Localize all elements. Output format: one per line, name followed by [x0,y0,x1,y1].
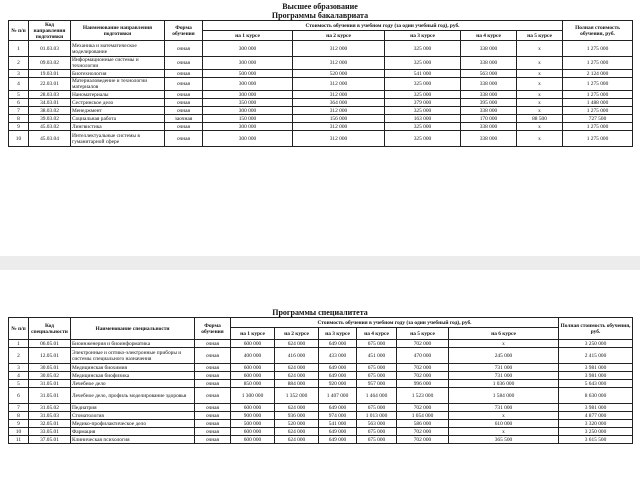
row-number: 6 [9,99,29,107]
total-cost: 8 630 000 [559,388,633,404]
table-row [9,420,633,428]
row-number: 4 [9,78,29,91]
section-title-higher-education: Высшее образование [282,2,358,11]
program-name: Менеджмент [71,107,165,115]
course-cost-3: 649 000 [319,372,357,380]
course-cost-4: 338 000 [461,41,517,57]
course-cost-6: 1 584 000 [449,388,559,404]
course-cost-2: 364 000 [293,99,385,107]
header-course-3: на 3 курсе [319,328,357,340]
course-cost-3: 325 000 [385,78,461,91]
course-cost-1: 300 000 [203,91,293,99]
total-cost: 1 275 000 [563,41,633,57]
program-name: Медицинская биофизика [71,372,195,380]
table-row [9,372,633,380]
course-cost-3: 325 000 [385,91,461,99]
course-cost-6: 731 000 [449,372,559,380]
header-code: Код направления подготовки [29,21,71,41]
row-number: 5 [9,380,29,388]
course-cost-3: 649 000 [319,340,357,348]
study-form: очная [195,412,231,420]
total-cost: 1 275 000 [563,123,633,131]
total-cost: 727 500 [563,115,633,123]
total-cost: 3 250 000 [559,428,633,436]
course-cost-4: 338 000 [461,78,517,91]
course-cost-3: 974 000 [319,412,357,420]
header-cost-group: Стоимость обучения в учебном году (за один учебный год), руб. [231,318,559,328]
total-cost: 3 615 500 [559,436,633,444]
study-form: очная [165,107,203,115]
course-cost-3: 649 000 [319,436,357,444]
program-code: 09.03.02 [29,57,71,70]
course-cost-4: 675 000 [357,404,397,412]
study-form: очная [195,404,231,412]
header-course-5: на 5 курсе [397,328,449,340]
course-cost-3: 325 000 [385,123,461,131]
row-number: 2 [9,348,29,364]
header-course-1: на 1 курсе [203,31,293,41]
table-row [9,436,633,444]
study-form: очная [165,99,203,107]
program-name: Медико-профилактическое дело [71,420,195,428]
study-form: очная [165,91,203,99]
course-cost-3: 325 000 [385,107,461,115]
specialist-table [8,317,633,444]
course-cost-4: 1 013 000 [357,412,397,420]
program-code: 30.05.02 [29,372,71,380]
course-cost-4: 170 000 [461,115,517,123]
course-cost-2: 624 000 [275,340,319,348]
header-total: Полная стоимость обучения, руб. [559,318,633,340]
course-cost-1: 850 000 [231,380,275,388]
program-name: Педиатрия [71,404,195,412]
program-code: 28.03.03 [29,91,71,99]
course-cost-6: х [449,428,559,436]
table-row [9,107,633,115]
course-cost-5: 702 000 [397,340,449,348]
course-cost-3: 649 000 [319,404,357,412]
header-course-2: на 2 курсе [275,328,319,340]
program-name: Наноматериалы [71,91,165,99]
header-form: Форма обучения [165,21,203,41]
study-form: очная [195,388,231,404]
header-code: Код специальности [29,318,71,340]
course-cost-5: 702 000 [397,404,449,412]
course-cost-6: 1 036 000 [449,380,559,388]
course-cost-2: 624 000 [275,436,319,444]
course-cost-4: 338 000 [461,131,517,147]
course-cost-3: 1 407 000 [319,388,357,404]
table-row [9,115,633,123]
course-cost-1: 600 000 [231,404,275,412]
program-name: Лечебное дело [71,380,195,388]
section-title-specialist: Программы специалитета [272,308,368,317]
header-num: № п/п [9,318,29,340]
study-form: очная [195,428,231,436]
total-cost: 3 981 000 [559,364,633,372]
table-row [9,57,633,70]
table-row [9,340,633,348]
course-cost-3: 649 000 [319,364,357,372]
row-number: 11 [9,436,29,444]
program-code: 37.05.01 [29,436,71,444]
course-cost-6: 731 000 [449,404,559,412]
table-row [9,404,633,412]
header-course-4: на 4 курсе [357,328,397,340]
table-row [9,348,633,364]
program-name: Материаловедение и технологии материалов [71,78,165,91]
row-number: 3 [9,70,29,78]
study-form: очная [165,123,203,131]
course-cost-1: 300 000 [203,107,293,115]
table-row [9,388,633,404]
study-form: заочная [165,115,203,123]
course-cost-2: 312 000 [293,41,385,57]
study-form: очная [195,372,231,380]
program-name: Электронные и оптико-электронные приборы и системы специального назначения [71,348,195,364]
program-code: 45.03.04 [29,131,71,147]
course-cost-3: 433 000 [319,348,357,364]
course-cost-1: 900 000 [231,412,275,420]
course-cost-6: 731 000 [449,364,559,372]
total-cost: 4 877 000 [559,412,633,420]
course-cost-3: 325 000 [385,131,461,147]
total-cost: 2 415 000 [559,348,633,364]
course-cost-5: 996 000 [397,380,449,388]
study-form: очная [165,57,203,70]
row-number: 7 [9,404,29,412]
row-number: 9 [9,123,29,131]
header-cost-group: Стоимость обучения в учебном году (за один учебный год), руб. [203,21,563,31]
course-cost-4: 338 000 [461,107,517,115]
course-cost-2: 884 000 [275,380,319,388]
course-cost-1: 600 000 [231,372,275,380]
study-form: очная [165,70,203,78]
program-code: 38.03.02 [29,107,71,115]
program-code: 01.03.03 [29,41,71,57]
course-cost-2: 156 000 [293,115,385,123]
total-cost: 1 488 000 [563,99,633,107]
header-num: № п/п [9,21,29,41]
course-cost-5: х [517,131,563,147]
course-cost-1: 600 000 [231,428,275,436]
header-total: Полная стоимость обучения, руб. [563,21,633,41]
course-cost-4: 338 000 [461,57,517,70]
course-cost-2: 312 000 [293,91,385,99]
row-number: 1 [9,340,29,348]
course-cost-1: 400 000 [231,348,275,364]
table-row [9,123,633,131]
course-cost-3: 379 000 [385,99,461,107]
course-cost-4: 395 000 [461,99,517,107]
row-number: 5 [9,91,29,99]
course-cost-4: 338 000 [461,123,517,131]
header-form: Форма обучения [195,318,231,340]
course-cost-4: 451 000 [357,348,397,364]
course-cost-3: 920 000 [319,380,357,388]
total-cost: 1 275 000 [563,107,633,115]
course-cost-2: 416 000 [275,348,319,364]
study-form: очная [195,380,231,388]
course-cost-5: х [517,107,563,115]
course-cost-1: 300 000 [203,123,293,131]
course-cost-4: 563 000 [461,70,517,78]
course-cost-4: 957 000 [357,380,397,388]
program-name: Социальная работа [71,115,165,123]
total-cost: 3 250 000 [559,340,633,348]
course-cost-1: 300 000 [203,131,293,147]
course-cost-5: х [517,57,563,70]
course-cost-1: 600 000 [231,436,275,444]
table-row [9,412,633,420]
total-cost: 3 320 000 [559,420,633,428]
program-name: Интеллектуальные системы в гуманитарной сфере [71,131,165,147]
page-gap [0,256,640,270]
study-form: очная [195,420,231,428]
course-cost-2: 624 000 [275,372,319,380]
course-cost-6: 245 000 [449,348,559,364]
program-name: Лечебное дело, профиль моделирование здоровья [71,388,195,404]
program-code: 31.05.01 [29,380,71,388]
course-cost-1: 500 000 [203,70,293,78]
table-row [9,41,633,57]
course-cost-3: 325 000 [385,41,461,57]
course-cost-4: 675 000 [357,340,397,348]
course-cost-4: 675 000 [357,364,397,372]
course-cost-5: 702 000 [397,436,449,444]
study-form: очная [195,340,231,348]
course-cost-1: 150 000 [203,115,293,123]
row-number: 8 [9,412,29,420]
course-cost-6: 365 500 [449,436,559,444]
program-name: Фармация [71,428,195,436]
course-cost-5: х [517,78,563,91]
program-code: 31.05.02 [29,404,71,412]
course-cost-4: 1 464 000 [357,388,397,404]
course-cost-2: 520 000 [275,420,319,428]
course-cost-1: 300 000 [203,57,293,70]
course-cost-2: 312 000 [293,123,385,131]
course-cost-5: х [517,99,563,107]
program-name: Лингвистика [71,123,165,131]
course-cost-3: 163 000 [385,115,461,123]
course-cost-5: 1 054 000 [397,412,449,420]
course-cost-5: 470 000 [397,348,449,364]
program-name: Сестринское дело [71,99,165,107]
program-name: Медицинская биохимия [71,364,195,372]
study-form: очная [165,78,203,91]
course-cost-5: 702 000 [397,372,449,380]
row-number: 10 [9,428,29,436]
row-number: 10 [9,131,29,147]
table-row [9,99,633,107]
program-code: 39.03.02 [29,115,71,123]
course-cost-5: 1 523 000 [397,388,449,404]
row-number: 2 [9,57,29,70]
bachelor-section [8,2,632,147]
course-cost-2: 624 000 [275,404,319,412]
study-form: очная [195,364,231,372]
row-number: 3 [9,364,29,372]
course-cost-2: 312 000 [293,131,385,147]
total-cost: 1 275 000 [563,91,633,99]
course-cost-1: 1 300 000 [231,388,275,404]
course-cost-5: х [517,70,563,78]
course-cost-1: 300 000 [203,78,293,91]
program-name: Биотехнология [71,70,165,78]
program-code: 45.03.02 [29,123,71,131]
row-number: 9 [9,420,29,428]
total-cost: 2 124 000 [563,70,633,78]
table-row [9,364,633,372]
header-course-4: на 4 курсе [461,31,517,41]
course-cost-2: 312 000 [293,107,385,115]
course-cost-4: 675 000 [357,372,397,380]
bachelor-table [8,20,633,147]
program-name: Биоинженерия и биоинформатика [71,340,195,348]
total-cost: 3 981 000 [559,404,633,412]
course-cost-5: 586 000 [397,420,449,428]
course-cost-1: 300 000 [203,41,293,57]
course-cost-3: 325 000 [385,57,461,70]
program-code: 34.03.01 [29,99,71,107]
course-cost-3: 541 000 [319,420,357,428]
course-cost-5: 702 000 [397,364,449,372]
course-cost-3: 649 000 [319,428,357,436]
study-form: очная [195,348,231,364]
course-cost-3: 541 000 [385,70,461,78]
course-cost-4: 675 000 [357,428,397,436]
header-name: Наименование специальности [71,318,195,340]
course-cost-1: 350 000 [203,99,293,107]
program-name: Механика и математическое моделирование [71,41,165,57]
row-number: 4 [9,372,29,380]
course-cost-5: 88 500 [517,115,563,123]
header-name: Наименование направления подготовки [71,21,165,41]
course-cost-2: 624 000 [275,364,319,372]
course-cost-4: 675 000 [357,436,397,444]
course-cost-2: 624 000 [275,428,319,436]
table-row [9,70,633,78]
header-course-6: на 6 курсе [449,328,559,340]
row-number: 8 [9,115,29,123]
header-course-5: на 5 курсе [517,31,563,41]
header-course-2: на 2 курсе [293,31,385,41]
program-name: Стоматология [71,412,195,420]
total-cost: 1 275 000 [563,78,633,91]
course-cost-4: 563 000 [357,420,397,428]
course-cost-2: 312 000 [293,78,385,91]
program-name: Клиническая психология [71,436,195,444]
course-cost-5: 702 000 [397,428,449,436]
course-cost-2: 936 000 [275,412,319,420]
table-row [9,78,633,91]
course-cost-5: х [517,91,563,99]
table-row [9,131,633,147]
course-cost-1: 600 000 [231,364,275,372]
course-cost-1: 600 000 [231,340,275,348]
course-cost-6: 610 000 [449,420,559,428]
program-code: 06.05.01 [29,340,71,348]
total-cost: 1 275 000 [563,131,633,147]
total-cost: 3 981 000 [559,372,633,380]
program-code: 12.05.01 [29,348,71,364]
program-code: 33.05.01 [29,428,71,436]
program-name: Информационные системы и технологии [71,57,165,70]
specialist-section [8,308,632,444]
course-cost-5: х [517,123,563,131]
table-row [9,428,633,436]
course-cost-5: х [517,41,563,57]
course-cost-6: х [449,412,559,420]
course-cost-6: х [449,340,559,348]
course-cost-4: 338 000 [461,91,517,99]
header-course-3: на 3 курсе [385,31,461,41]
row-number: 1 [9,41,29,57]
course-cost-2: 1 352 000 [275,388,319,404]
section-title-bachelor: Программы бакалавриата [271,11,369,20]
header-course-1: на 1 курсе [231,328,275,340]
total-cost: 5 643 000 [559,380,633,388]
course-cost-1: 500 000 [231,420,275,428]
study-form: очная [165,131,203,147]
study-form: очная [165,41,203,57]
program-code: 31.05.03 [29,412,71,420]
program-code: 30.05.01 [29,364,71,372]
course-cost-2: 520 000 [293,70,385,78]
table-row [9,380,633,388]
program-code: 32.05.01 [29,420,71,428]
row-number: 7 [9,107,29,115]
total-cost: 1 275 000 [563,57,633,70]
table-row [9,91,633,99]
program-code: 19.03.01 [29,70,71,78]
course-cost-2: 312 000 [293,57,385,70]
row-number: 6 [9,388,29,404]
study-form: очная [195,436,231,444]
program-code: 22.03.01 [29,78,71,91]
program-code: 31.05.01 [29,388,71,404]
